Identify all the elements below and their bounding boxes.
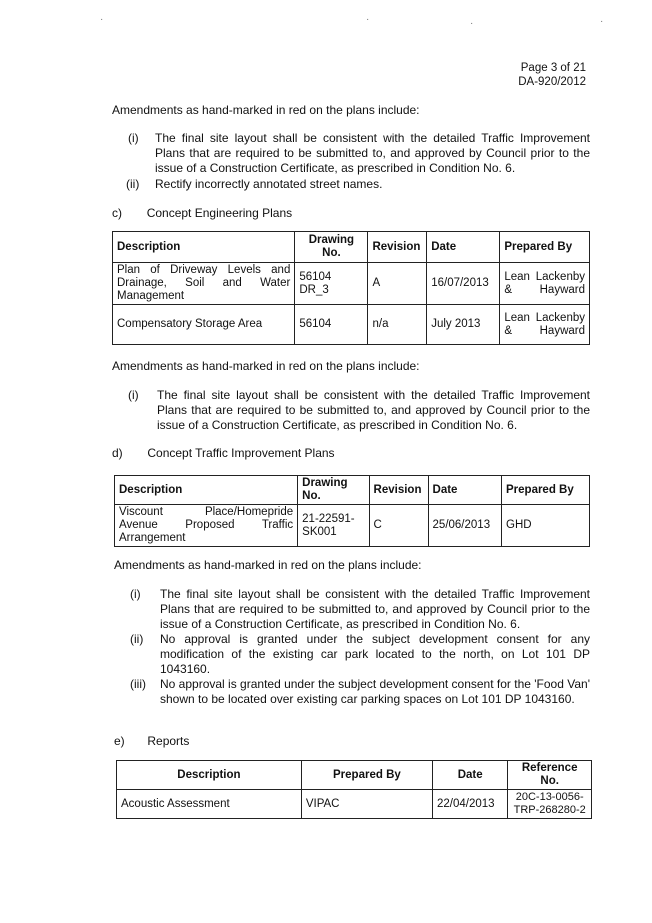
cell-prepared-by: Lean Lackenby & Hayward: [500, 263, 590, 305]
table-row: [115, 505, 590, 547]
cell-drawing-no: 56104: [295, 305, 368, 345]
col-date: Date: [428, 476, 501, 505]
table-header-row: [113, 232, 590, 263]
item-text: No approval is granted under the subject development consent for the 'Food Van' shown to be located over existing car parking spaces on Lot 101 DP 1043160.: [160, 677, 590, 706]
col-drawing-no: Drawing No.: [298, 476, 369, 505]
scan-speck: ·: [600, 16, 604, 27]
item-text: The final site layout shall be consistent with the detailed Traffic Improvement Plans that are required to be submitted to, and approved by Council prior to the issue of a Construction Certificate, as prescribed in Condition No. 6.: [160, 587, 590, 631]
cell-description: Compensatory Storage Area: [113, 305, 295, 345]
cell-date: 16/07/2013: [427, 263, 500, 305]
section-heading-e: [114, 734, 189, 749]
cell-date: July 2013: [427, 305, 500, 345]
item-number: (ii): [126, 177, 140, 191]
cell-prepared-by: Lean Lackenby & Hayward: [500, 305, 590, 345]
item-text: Rectify incorrectly annotated street names.: [155, 177, 383, 191]
item-text: No approval is granted under the subject development consent for any modification of the existing car park located to the north, on Lot 101 DP 1043160.: [160, 632, 590, 676]
page-number: Page 3 of 21: [520, 62, 586, 74]
reports-table: [116, 760, 592, 819]
table-header-row: [115, 476, 590, 505]
col-revision: Revision: [369, 476, 428, 505]
scan-speck: ·: [100, 14, 104, 25]
cell-revision: n/a: [368, 305, 427, 345]
item-number: (i): [130, 587, 141, 601]
scan-speck: ·: [470, 18, 474, 29]
table-row: [113, 263, 590, 305]
engineering-plans-table: [112, 231, 590, 345]
da-reference: DA-920/2012: [518, 76, 586, 88]
cell-prepared-by: GHD: [502, 505, 590, 547]
section-heading-c: [112, 206, 292, 221]
col-prepared-by: Prepared By: [500, 232, 590, 263]
item-text: The final site layout shall be consistent with the detailed Traffic Improvement Plans that are required to be submitted to, and approved by Council prior to the issue of a Construction Certificate, as prescribed in Condition No. 6.: [155, 131, 590, 175]
cell-revision: A: [368, 263, 427, 305]
col-date: Date: [427, 232, 500, 263]
col-prepared-by: Prepared By: [301, 761, 432, 790]
col-date: Date: [432, 761, 507, 790]
col-drawing-no: Drawing No.: [295, 232, 368, 263]
cell-prepared-by: VIPAC: [301, 790, 432, 819]
item-number: (ii): [130, 632, 144, 646]
item-text: The final site layout shall be consistent with the detailed Traffic Improvement Plans that are required to be submitted to, and approved by Council prior to the issue of a Construction Certificate, as prescribed in Condition No. 6.: [157, 388, 590, 432]
scan-speck: ·: [366, 14, 370, 25]
cell-drawing-no: 21-22591-SK001: [298, 505, 369, 547]
amendments-intro: Amendments as hand-marked in red on the plans include:: [112, 103, 420, 117]
table-row: [117, 790, 592, 819]
cell-description: Viscount Place/Homepride Avenue Proposed Traffic Arrangement: [115, 505, 298, 547]
item-number: (i): [128, 131, 139, 145]
cell-description: Acoustic Assessment: [117, 790, 302, 819]
page-header: [518, 61, 586, 89]
table-header-row: [117, 761, 592, 790]
section-title: Concept Engineering Plans: [146, 206, 293, 220]
col-description: Description: [113, 232, 295, 263]
cell-description: Plan of Driveway Levels and Drainage, Soil and Water Management: [113, 263, 295, 305]
traffic-plans-table: [114, 475, 590, 547]
cell-reference-no: 20C-13-0056-TRP-268280-2: [508, 790, 592, 819]
cell-revision: C: [369, 505, 428, 547]
amendments-intro: Amendments as hand-marked in red on the plans include:: [112, 359, 420, 373]
col-prepared-by: Prepared By: [502, 476, 590, 505]
section-letter: c): [112, 206, 122, 220]
col-reference-no: Reference No.: [508, 761, 592, 790]
section-letter: d): [112, 446, 123, 460]
cell-date: 25/06/2013: [428, 505, 501, 547]
cell-date: 22/04/2013: [432, 790, 507, 819]
cell-drawing-no: 56104 DR_3: [295, 263, 368, 305]
section-letter: e): [114, 734, 125, 748]
item-number: (i): [128, 388, 139, 402]
col-description: Description: [117, 761, 302, 790]
item-number: (iii): [130, 677, 146, 691]
section-title: Concept Traffic Improvement Plans: [147, 446, 335, 460]
section-title: Reports: [147, 734, 190, 748]
col-revision: Revision: [368, 232, 427, 263]
col-description: Description: [115, 476, 298, 505]
section-heading-d: [112, 446, 335, 461]
table-row: [113, 305, 590, 345]
amendments-intro: Amendments as hand-marked in red on the plans include:: [114, 558, 422, 572]
